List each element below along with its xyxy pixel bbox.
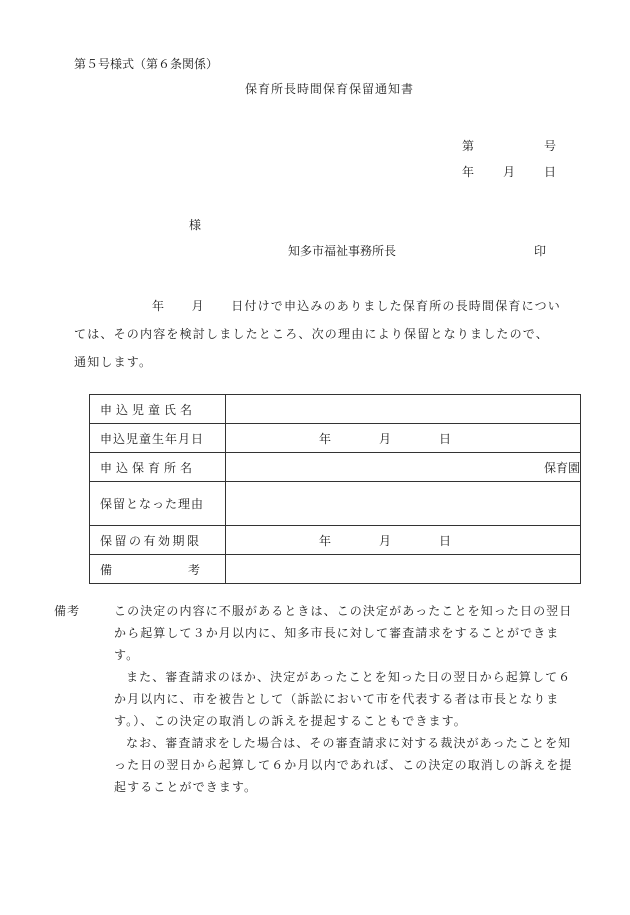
table-row xyxy=(90,395,581,424)
table-row xyxy=(90,482,581,526)
doc-number-prefix: 第 xyxy=(462,139,475,153)
info-table xyxy=(89,394,581,584)
note-paragraph-1 xyxy=(54,600,584,666)
remarks-value xyxy=(226,555,581,584)
remarks-label xyxy=(90,555,226,584)
issue-date-day: 日 xyxy=(544,165,557,179)
seal-mark: 印 xyxy=(534,244,547,258)
note-paragraph-2: また、審査請求のほか、決定があったことを知った日の翌日から起算して６か月以内に、市を被告として（訴訟において市を代表する者は市長となります。）、この決定の取消しの訴えを提起することもできます。 xyxy=(114,670,572,728)
body-line-1: 年 月 日付けで申込みのありました保育所の長時間保育につい xyxy=(152,299,561,313)
table-row xyxy=(90,453,581,482)
note-text-1: この決定の内容に不服があるときは、この決定があったことを知った日の翌日から起算して３か月以内に、知多市長に対して審査請求をすることができます。 xyxy=(114,604,573,662)
form-number: 第５号様式（第６条関係） xyxy=(74,57,219,71)
birth-month: 月 xyxy=(379,431,392,446)
child-birth-label: 申込児童生年月日 xyxy=(90,424,226,453)
sender-name: 知多市福祉事務所長 xyxy=(288,244,397,258)
remarks-label-1: 備 xyxy=(100,562,113,577)
notes-heading: 備考 xyxy=(54,604,81,618)
body-line-3: 通知します。 xyxy=(74,355,153,369)
addressee-honorific: 様 xyxy=(189,218,202,232)
note-paragraph-3: なお、審査請求をした場合は、その審査請求に対する裁決があったことを知った日の翌日から起算して６か月以内であれば、この決定の取消しの訴えを提起することができます。 xyxy=(114,736,573,794)
validity-year: 年 xyxy=(319,533,332,548)
document-title: 保育所長時間保育保留通知書 xyxy=(245,82,415,96)
doc-number-suffix: 号 xyxy=(544,139,557,153)
nursery-label: 申込保育所名 xyxy=(90,453,226,482)
validity-day: 日 xyxy=(439,533,452,548)
notes-section xyxy=(54,600,584,798)
child-name-label: 申込児童氏名 xyxy=(90,395,226,424)
child-name-value xyxy=(226,395,581,424)
body-line-2: ては、その内容を検討しましたところ、次の理由により保留となりましたので、 xyxy=(74,327,549,341)
reason-label: 保留となった理由 xyxy=(90,482,226,526)
validity-value xyxy=(226,526,581,555)
table-row xyxy=(90,424,581,453)
notice-body xyxy=(74,292,584,376)
birth-year: 年 xyxy=(319,431,332,446)
validity-label: 保留の有効期限 xyxy=(90,526,226,555)
issue-date-year: 年 xyxy=(462,165,475,179)
table-row xyxy=(90,555,581,584)
issue-date-month: 月 xyxy=(503,165,516,179)
table-row xyxy=(90,526,581,555)
reason-value xyxy=(226,482,581,526)
child-birth-value xyxy=(226,424,581,453)
validity-month: 月 xyxy=(379,533,392,548)
birth-day: 日 xyxy=(439,431,452,446)
remarks-label-2: 考 xyxy=(187,562,200,577)
nursery-suffix: 保育園 xyxy=(226,453,581,482)
